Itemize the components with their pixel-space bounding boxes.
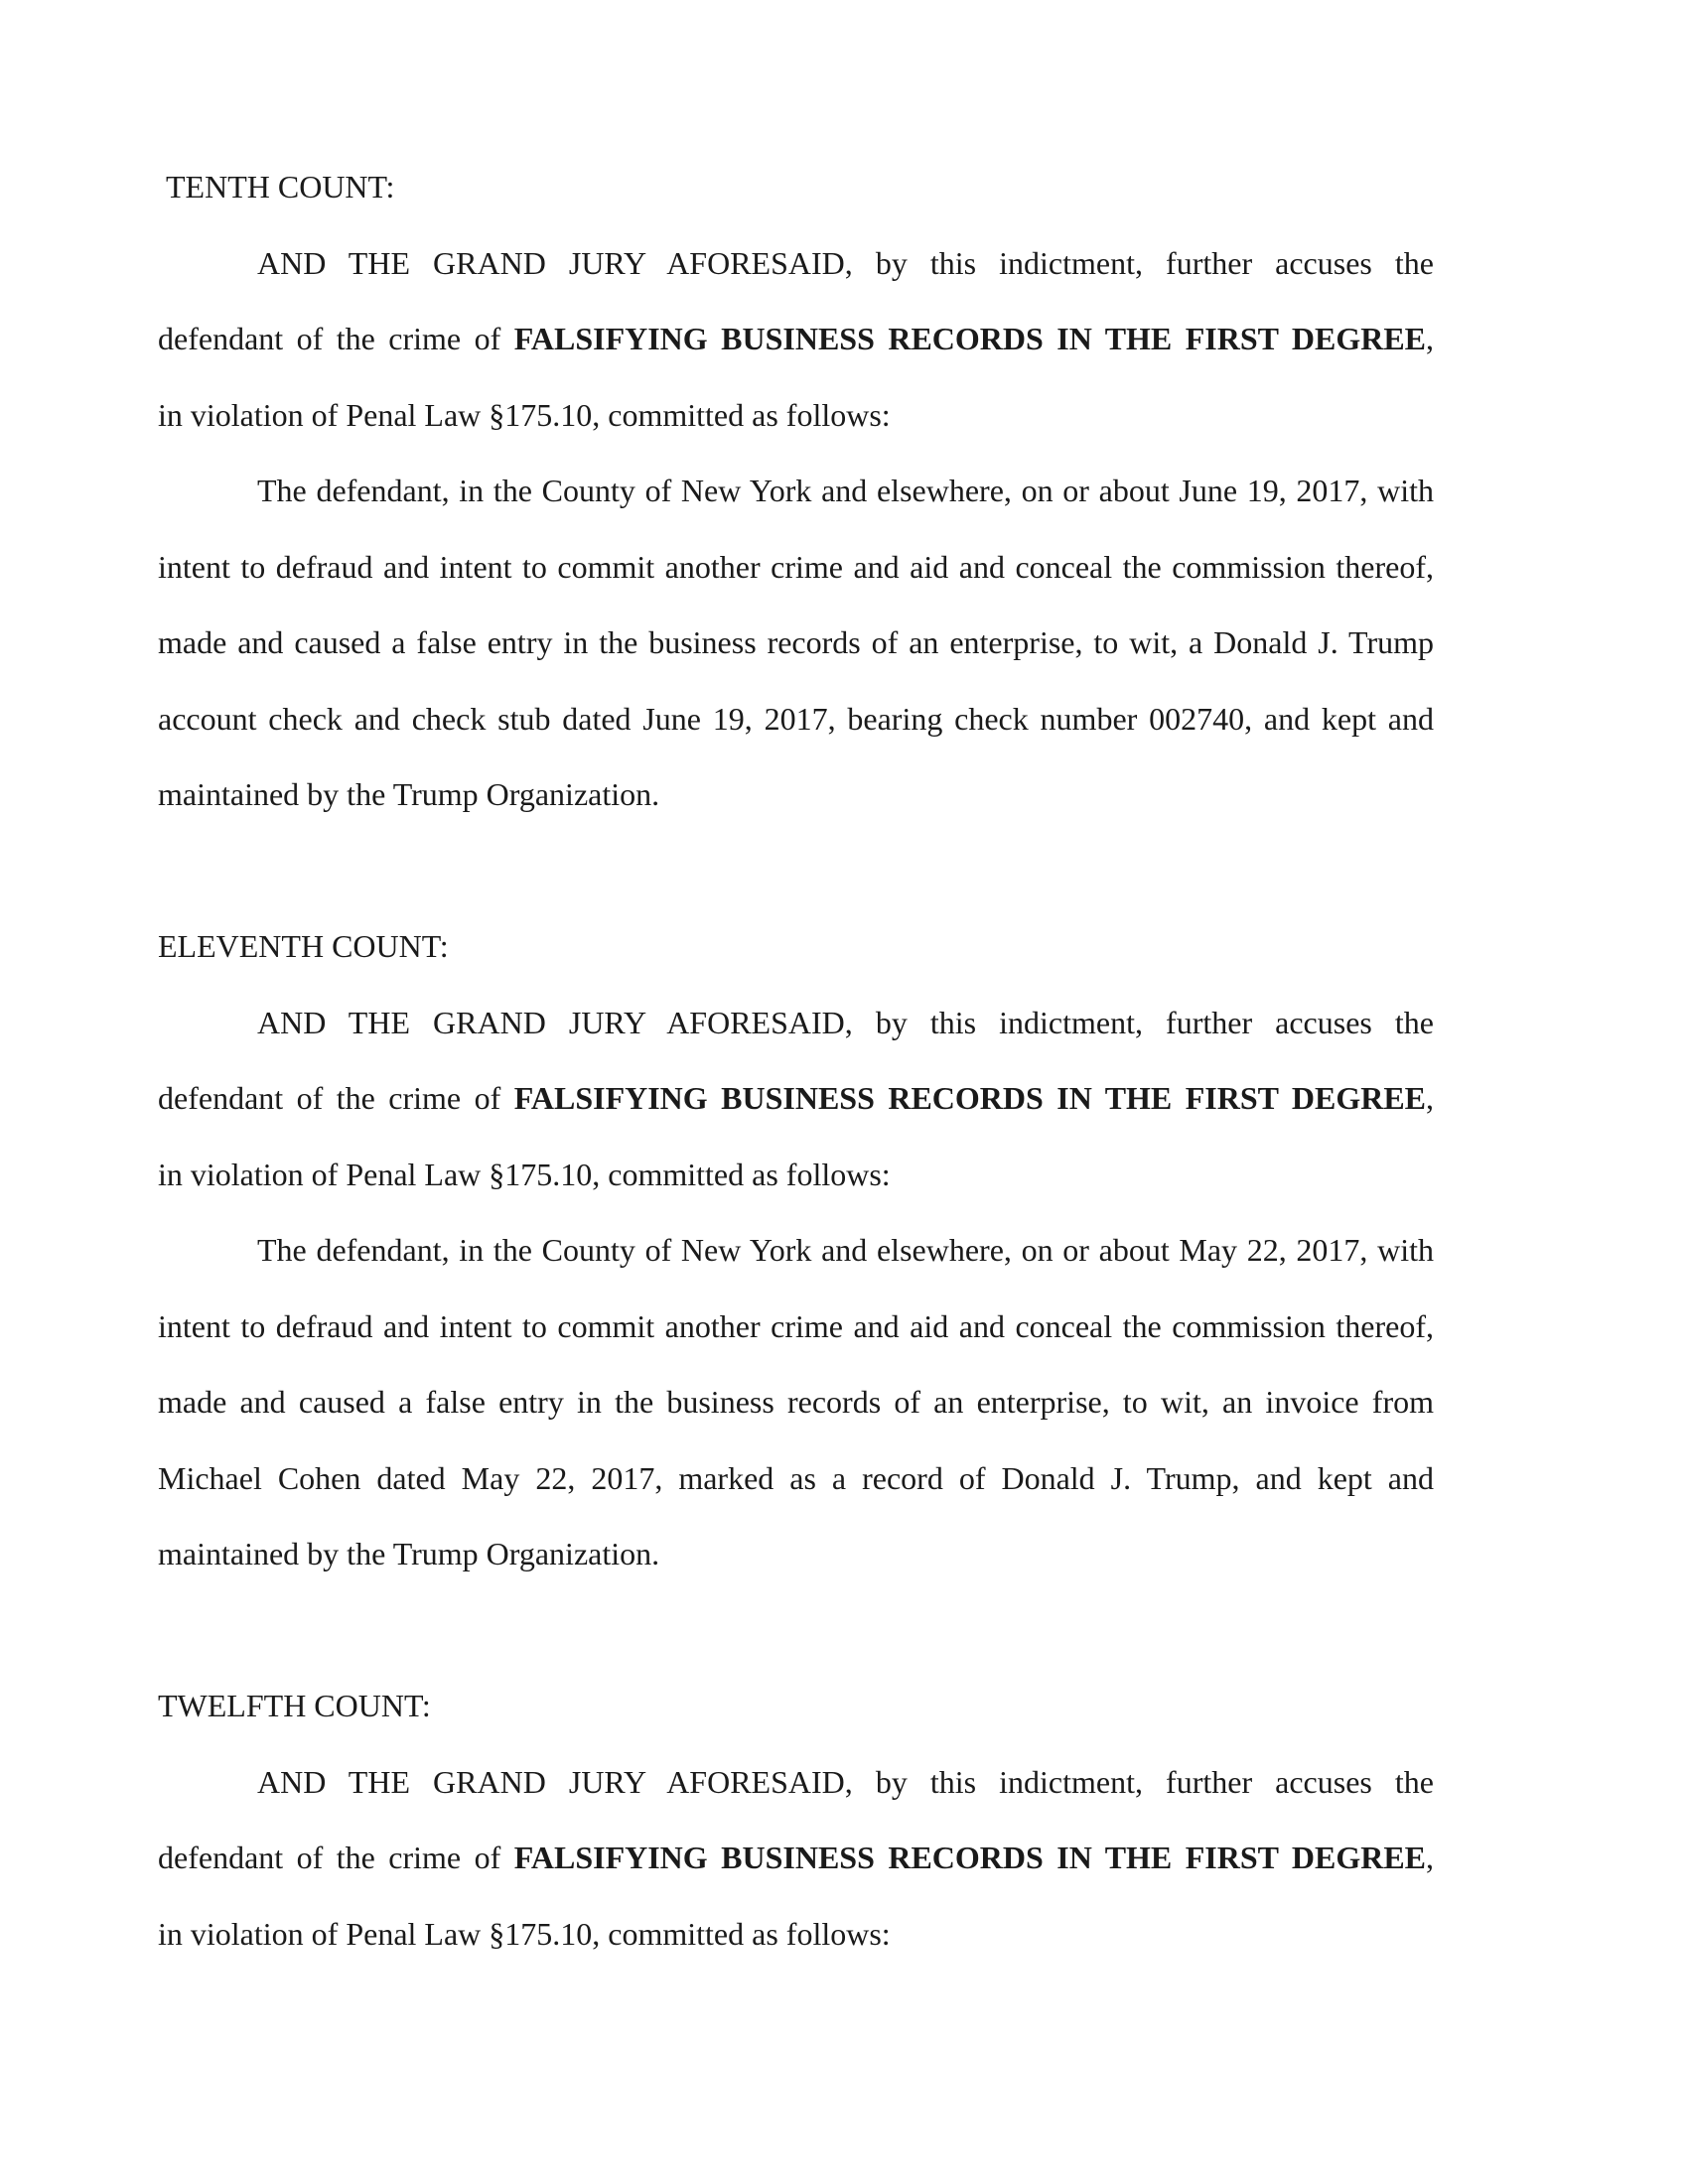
crime-line	[158, 1820, 1434, 1896]
crime-line-prefix: defendant of the crime of	[158, 1840, 514, 1875]
twelfth-count-section	[158, 1668, 1434, 1972]
accusation-line: AND THE GRAND JURY AFORESAID, by this indictment, further accuses the	[257, 244, 1434, 281]
facts-line: The defendant, in the County of New York and elsewhere, on or about May 22, 2017, with	[257, 1232, 1434, 1268]
accusation-line: AND THE GRAND JURY AFORESAID, by this indictment, further accuses the	[257, 1763, 1434, 1800]
facts-line: intent to defraud and intent to commit another crime and aid and conceal the commission thereof,	[158, 1307, 1434, 1344]
facts-line: intent to defraud and intent to commit another crime and aid and conceal the commission thereof,	[158, 548, 1434, 585]
facts-line: made and caused a false entry in the business records of an enterprise, to wit, a Donald J. Trump	[158, 624, 1434, 660]
crime-line	[158, 301, 1434, 377]
section-spacer	[158, 1592, 1434, 1669]
crime-name: FALSIFYING BUSINESS RECORDS IN THE FIRST DEGREE	[513, 1840, 1427, 1875]
section-spacer	[158, 833, 1434, 909]
crime-line	[158, 1060, 1434, 1137]
document-body	[158, 149, 1434, 1972]
statute-line: in violation of Penal Law §175.10, committed as follows:	[158, 1915, 891, 1952]
accusation-line: AND THE GRAND JURY AFORESAID, by this indictment, further accuses the	[257, 1004, 1434, 1040]
crime-line-prefix: defendant of the crime of	[158, 1080, 514, 1116]
facts-line: The defendant, in the County of New York and elsewhere, on or about June 19, 2017, with	[257, 473, 1434, 508]
crime-name: FALSIFYING BUSINESS RECORDS IN THE FIRST DEGREE	[513, 321, 1427, 356]
count-heading: ELEVENTH COUNT:	[158, 928, 449, 964]
facts-line: Michael Cohen dated May 22, 2017, marked as a record of Donald J. Trump, and kept and	[158, 1459, 1434, 1496]
facts-line: account check and check stub dated June 19, 2017, bearing check number 002740, and kept and	[158, 700, 1434, 737]
tenth-count-section	[158, 149, 1434, 833]
statute-line: in violation of Penal Law §175.10, committed as follows:	[158, 1156, 891, 1192]
eleventh-count-section	[158, 908, 1434, 1592]
statute-line: in violation of Penal Law §175.10, committed as follows:	[158, 396, 891, 433]
count-heading: TENTH COUNT:	[166, 169, 395, 205]
crime-line-prefix: defendant of the crime of	[158, 321, 514, 356]
crime-name: FALSIFYING BUSINESS RECORDS IN THE FIRST DEGREE	[513, 1080, 1427, 1116]
facts-line: made and caused a false entry in the business records of an enterprise, to wit, an invoice from	[158, 1384, 1434, 1420]
facts-line: maintained by the Trump Organization.	[158, 1536, 660, 1571]
facts-line: maintained by the Trump Organization.	[158, 776, 660, 812]
crime-line-suffix: ,	[1426, 321, 1435, 356]
crime-line-suffix: ,	[1426, 1840, 1435, 1875]
crime-line-suffix: ,	[1426, 1080, 1435, 1116]
count-heading: TWELFTH COUNT:	[158, 1688, 431, 1723]
